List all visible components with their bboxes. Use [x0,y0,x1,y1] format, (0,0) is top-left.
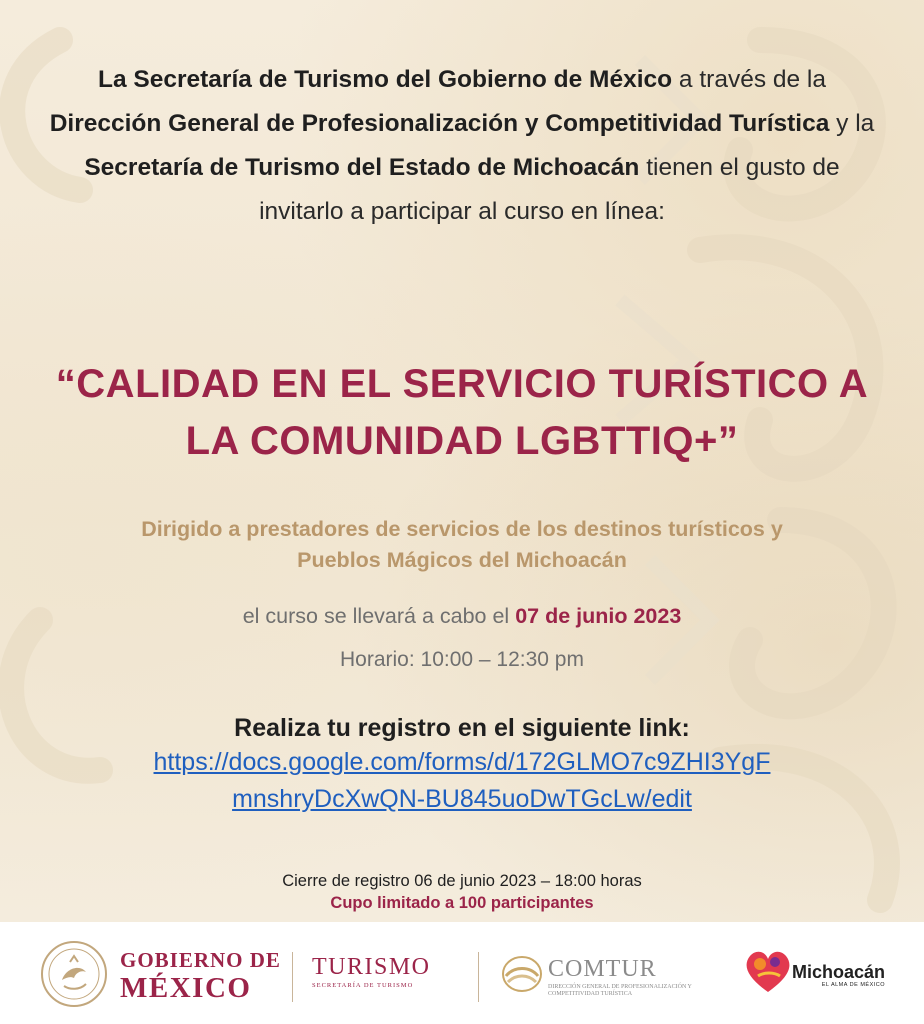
footer-logos [0,922,924,1024]
registration-heading: Realiza tu registro en el siguiente link: [234,714,690,742]
turismo-text: TURISMO [312,954,431,980]
target-audience-line-1: Dirigido a prestadores de servicios de los destinos turísticos y [141,517,783,541]
footer-divider [292,952,293,1002]
turismo-subtext: SECRETARÍA DE TURISMO [312,982,414,989]
registration-link-line-1[interactable]: https://docs.google.com/forms/d/172GLMO7c9ZHI3YgF [153,748,771,776]
course-title [10,356,914,470]
comtur-subtext: DIRECCIÓN GENERAL DE PROFESIONALIZACIÓN Y COMPETITIVIDAD TURÍSTICA [548,984,692,997]
national-seal-icon [40,940,108,1008]
registration-link-line-2[interactable]: mnshryDcXwQN-BU845uoDwTGcLw/edit [232,785,692,813]
course-title-line-1: “CALIDAD EN EL SERVICIO TURÍSTICO A [55,362,869,406]
mexico-text: MÉXICO [120,972,252,1004]
course-date: 07 de junio 2023 [515,604,682,628]
registration-closing: Cierre de registro 06 de junio 2023 – 18:00 horas [282,872,642,890]
course-date-line [40,600,884,632]
michoacan-subtext: EL ALMA DE MÉXICO [821,982,886,988]
invitation-paragraph [40,58,884,234]
comtur-logo-icon [500,954,544,994]
course-schedule: Horario: 10:00 – 12:30 pm [340,648,584,671]
gobierno-de-text: GOBIERNO DE [120,948,281,972]
registration-link[interactable] [40,744,884,818]
target-audience-line-2: Pueblos Mágicos del Michoacán [297,548,627,572]
course-title-line-2: LA COMUNIDAD LGBTTIQ+” [185,419,739,463]
target-audience [40,514,884,576]
course-date-prefix: el curso se llevará a cabo el [242,604,516,628]
org-direccion-general: Dirección General de Profesionalización y Competitividad Turística [49,110,830,137]
invitation-text-2: y la [829,110,875,137]
invitation-text-3: tienen el gusto de invitarlo a participar al curso en línea: [259,154,840,225]
registration-capacity: Cupo limitado a 100 participantes [330,894,594,912]
org-secretaria-michoacan: Secretaría de Turismo del Estado de Michoacán [84,154,640,181]
comtur-logo [548,956,698,998]
gobierno-mexico-logo [120,946,281,1002]
footer-divider [478,952,479,1002]
turismo-logo [312,954,431,989]
invitation-text-1: a través de la [672,66,826,93]
org-secretaria-turismo: La Secretaría de Turismo del Gobierno de México [98,66,673,93]
michoacan-logo [792,962,885,988]
comtur-text: COMTUR [548,956,657,982]
michoacan-heart-icon [740,942,796,998]
michoacan-text: Michoacán [792,962,886,982]
